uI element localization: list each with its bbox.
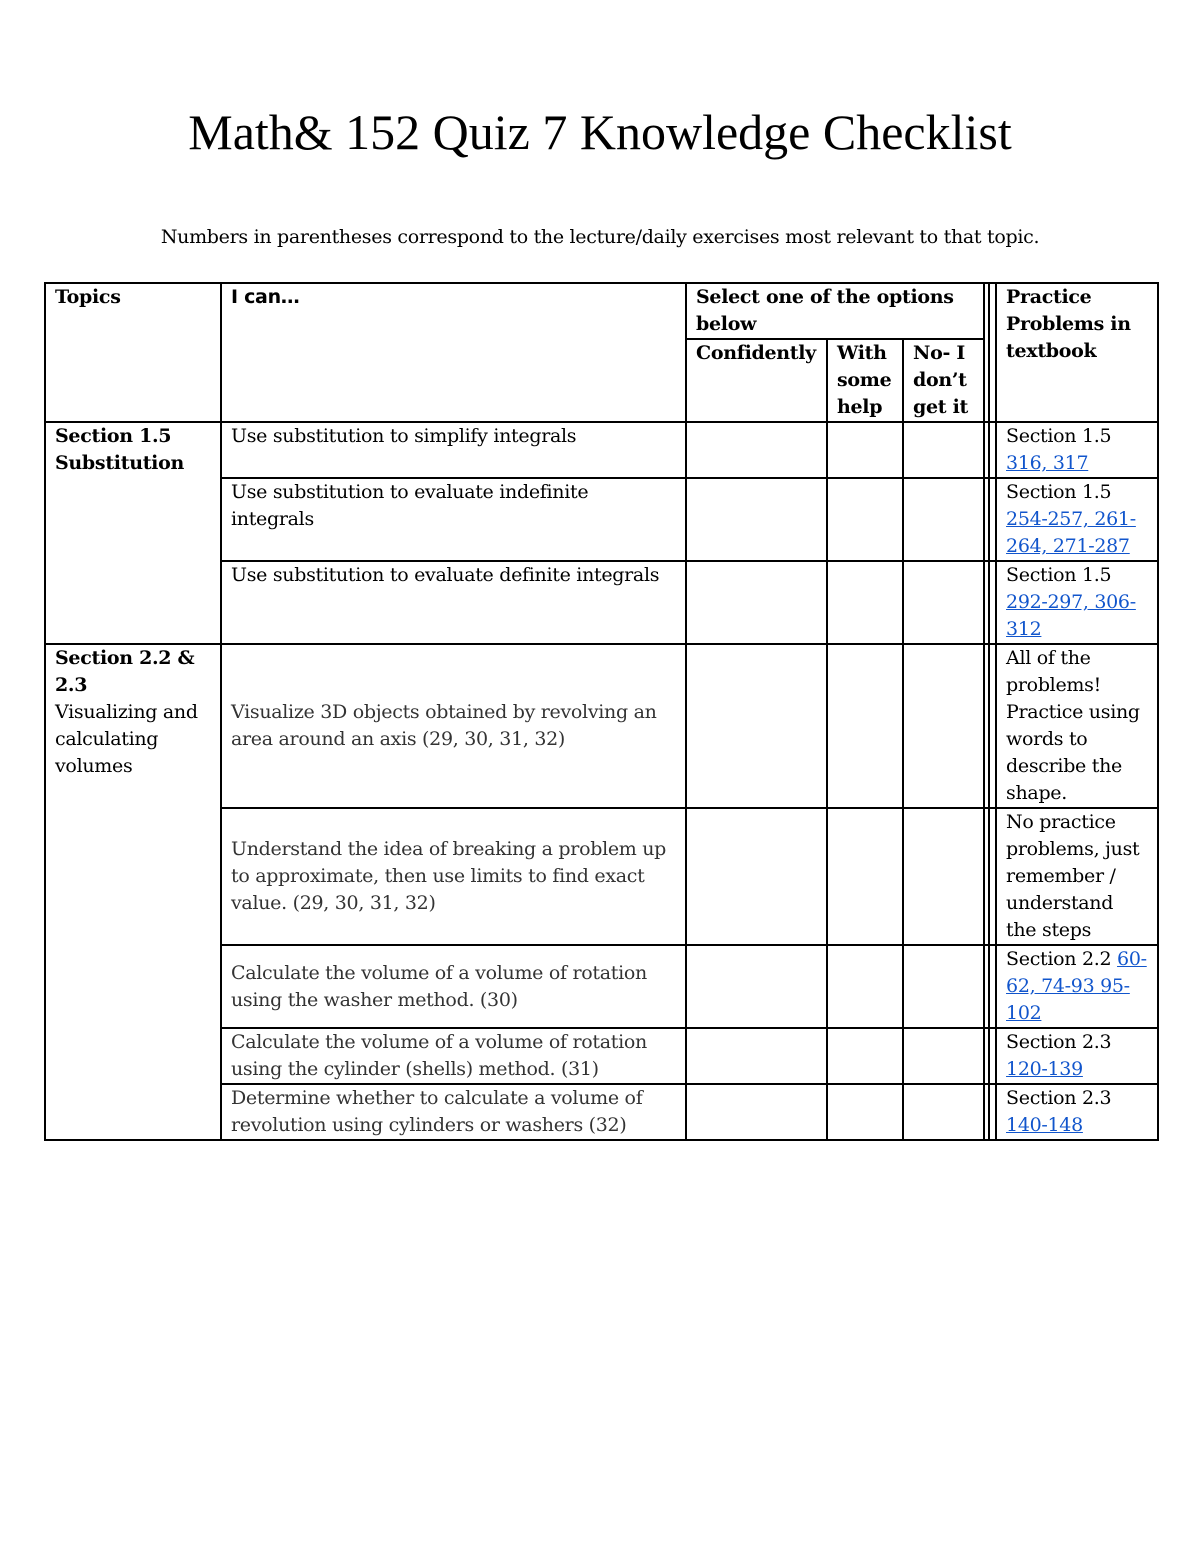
no-option[interactable] (903, 1084, 984, 1140)
practice-text: Section 1.5 (1006, 564, 1112, 586)
confidently-header: Confidently (686, 339, 827, 422)
double-divider (984, 478, 996, 561)
practice-link[interactable]: 292-297, 306-312 (1006, 591, 1136, 640)
confidently-option[interactable] (686, 808, 827, 945)
with-help-option[interactable] (827, 808, 903, 945)
with-help-option[interactable] (827, 478, 903, 561)
with-help-option[interactable] (827, 1028, 903, 1084)
with-help-option[interactable] (827, 644, 903, 808)
double-divider (984, 1028, 996, 1084)
double-divider (984, 1084, 996, 1140)
header-row (45, 283, 1158, 339)
confidently-option[interactable] (686, 478, 827, 561)
skill-cell: Calculate the volume of a volume of rotation using the cylinder (shells) method. (31) (221, 1028, 686, 1084)
practice-cell (996, 1028, 1158, 1084)
practice-cell (996, 945, 1158, 1028)
topic-title: Section 2.2 & 2.3 (55, 647, 195, 696)
skill-cell: Use substitution to evaluate indefinite integrals (221, 478, 686, 561)
skill-cell: Determine whether to calculate a volume of revolution using cylinders or washers (32) (221, 1084, 686, 1140)
practice-cell (996, 561, 1158, 644)
confidently-option[interactable] (686, 1028, 827, 1084)
practice-cell (996, 644, 1158, 808)
page-subtitle: Numbers in parentheses correspond to the lecture/daily exercises most relevant to that topic. (160, 226, 1040, 248)
skill-cell: Use substitution to simplify integrals (221, 422, 686, 478)
practice-link[interactable]: 140-148 (1006, 1114, 1083, 1136)
practice-text: All of the problems! Practice using words to describe the shape. (1006, 647, 1140, 804)
confidently-option[interactable] (686, 1084, 827, 1140)
topic-cell (45, 644, 221, 1140)
no-option[interactable] (903, 561, 984, 644)
practice-cell (996, 478, 1158, 561)
no-option[interactable] (903, 945, 984, 1028)
skill-cell: Understand the idea of breaking a problem up to approximate, then use limits to find exact value. (29, 30, 31, 32) (221, 808, 686, 945)
practice-header: Practice Problems in textbook (996, 283, 1158, 422)
practice-text: Section 2.3 (1006, 1031, 1112, 1053)
confidently-option[interactable] (686, 422, 827, 478)
double-divider (984, 945, 996, 1028)
with-help-option[interactable] (827, 945, 903, 1028)
table-row (45, 422, 1158, 478)
practice-text: Section 1.5 (1006, 425, 1112, 447)
topic-subtitle: Visualizing and calculating volumes (55, 701, 198, 777)
ican-header: I can… (221, 283, 686, 422)
double-divider (984, 561, 996, 644)
practice-link[interactable]: 316, 317 (1006, 452, 1089, 474)
practice-text: No practice problems, just remember / understand the steps (1006, 811, 1140, 941)
no-option[interactable] (903, 808, 984, 945)
practice-link[interactable]: 60-62, 74-93 95-102 (1006, 948, 1147, 1024)
with-help-header: With some help (827, 339, 903, 422)
no-option[interactable] (903, 422, 984, 478)
no-option[interactable] (903, 1028, 984, 1084)
practice-cell (996, 808, 1158, 945)
double-divider (984, 422, 996, 478)
double-divider (984, 808, 996, 945)
practice-text: Section 2.2 (1006, 948, 1112, 970)
practice-text: Section 2.3 (1006, 1087, 1112, 1109)
with-help-option[interactable] (827, 561, 903, 644)
topics-header: Topics (45, 283, 221, 422)
no-option[interactable] (903, 644, 984, 808)
practice-cell (996, 422, 1158, 478)
knowledge-checklist-table (44, 282, 1159, 1141)
practice-text: Section 1.5 (1006, 481, 1112, 503)
confidently-option[interactable] (686, 644, 827, 808)
skill-cell: Visualize 3D objects obtained by revolving an area around an axis (29, 30, 31, 32) (221, 644, 686, 808)
practice-cell (996, 1084, 1158, 1140)
table-row (45, 644, 1158, 808)
select-options-header: Select one of the options below (686, 283, 984, 339)
with-help-option[interactable] (827, 1084, 903, 1140)
confidently-option[interactable] (686, 561, 827, 644)
no-header: No- I don’t get it (903, 339, 984, 422)
page-title: Math& 152 Quiz 7 Knowledge Checklist (188, 104, 1012, 160)
no-option[interactable] (903, 478, 984, 561)
practice-link[interactable]: 120-139 (1006, 1058, 1083, 1080)
double-divider (984, 644, 996, 808)
double-divider (984, 283, 996, 422)
skill-cell: Calculate the volume of a volume of rotation using the washer method. (30) (221, 945, 686, 1028)
practice-link[interactable]: 254-257, 261-264, 271-287 (1006, 508, 1136, 557)
with-help-option[interactable] (827, 422, 903, 478)
confidently-option[interactable] (686, 945, 827, 1028)
topic-cell: Section 1.5 Substitution (45, 422, 221, 644)
skill-cell: Use substitution to evaluate definite integrals (221, 561, 686, 644)
